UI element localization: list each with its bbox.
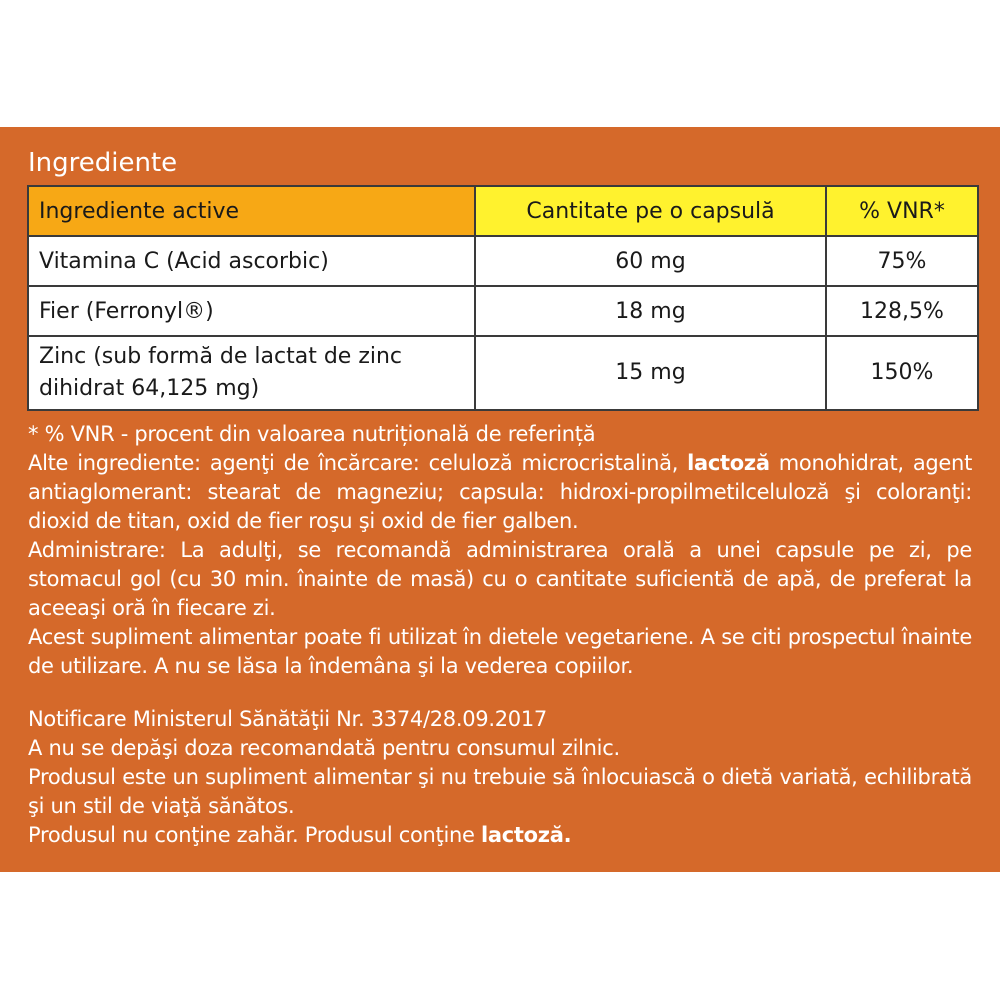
ingredient-vnr: 150% (826, 336, 978, 410)
other-ingredients-paragraph (28, 449, 972, 536)
header-vnr: % VNR* (826, 186, 978, 236)
allergen-lactose: lactoză (687, 451, 770, 475)
dose-warning-line: A nu se depăşi doza recomandată pentru consumul zilnic. (28, 736, 620, 760)
header-quantity: Cantitate pe o capsulă (475, 186, 826, 236)
ingredient-name: Fier (Ferronyl®) (28, 286, 475, 336)
spacer (28, 681, 972, 705)
section-heading: Ingrediente (28, 148, 178, 178)
ingredient-name: Zinc (sub formă de lactat de zinc dihidrat 64,125 mg) (28, 336, 475, 410)
ingredient-quantity: 18 mg (475, 286, 826, 336)
ingredient-name: Vitamina C (Acid ascorbic) (28, 236, 475, 286)
sugar-note-text: Produsul nu conţine zahăr. Produsul conţine (28, 823, 482, 847)
table-row (28, 236, 978, 286)
ingredient-quantity: 15 mg (475, 336, 826, 410)
vegetarian-paragraph: Acest supliment alimentar poate fi utilizat în dietele vegetariene. A se citi prospectul înainte de utilizare. A nu se lăsa la îndemâna şi la vederea copiilor. (28, 625, 972, 678)
table-header-row (28, 186, 978, 236)
table-row (28, 336, 978, 410)
ingredient-vnr: 75% (826, 236, 978, 286)
ingredient-vnr: 128,5% (826, 286, 978, 336)
product-text-block (28, 420, 972, 850)
other-ingredients-text-cont: monohidrat, agent antiaglomerant: stearat de magneziu; capsula: hidroxi-propilmetilceluloză şi coloranţi: dioxid de titan, oxid de fier roşu şi oxid de fier galben. (28, 451, 972, 533)
ingredients-table (27, 185, 979, 411)
notification-line: Notificare Ministerul Sănătăţii Nr. 3374/28.09.2017 (28, 707, 547, 731)
header-active-ingredients: Ingrediente active (28, 186, 475, 236)
other-ingredients-text: Alte ingrediente: agenţi de încărcare: celuloză microcristalină, (28, 451, 688, 475)
ingredient-quantity: 60 mg (475, 236, 826, 286)
administration-paragraph: Administrare: La adulţi, se recomandă administrarea orală a unei capsule pe zi, pe stomacul gol (cu 30 min. înainte de masă) cu o cantitate suficientă de apă, de preferat la aceeaşi oră în fiecare zi. (28, 538, 972, 620)
supplement-note: Produsul este un supliment alimentar şi nu trebuie să înlocuiască o dietă variată, echilibrată şi un stil de viaţă sănătos. (28, 765, 972, 818)
sugar-note (28, 821, 972, 850)
vnr-footnote: * % VNR - procent din valoarea nutrițională de referință (28, 422, 596, 446)
allergen-lactose-final: lactoză. (481, 823, 572, 847)
table-row (28, 286, 978, 336)
